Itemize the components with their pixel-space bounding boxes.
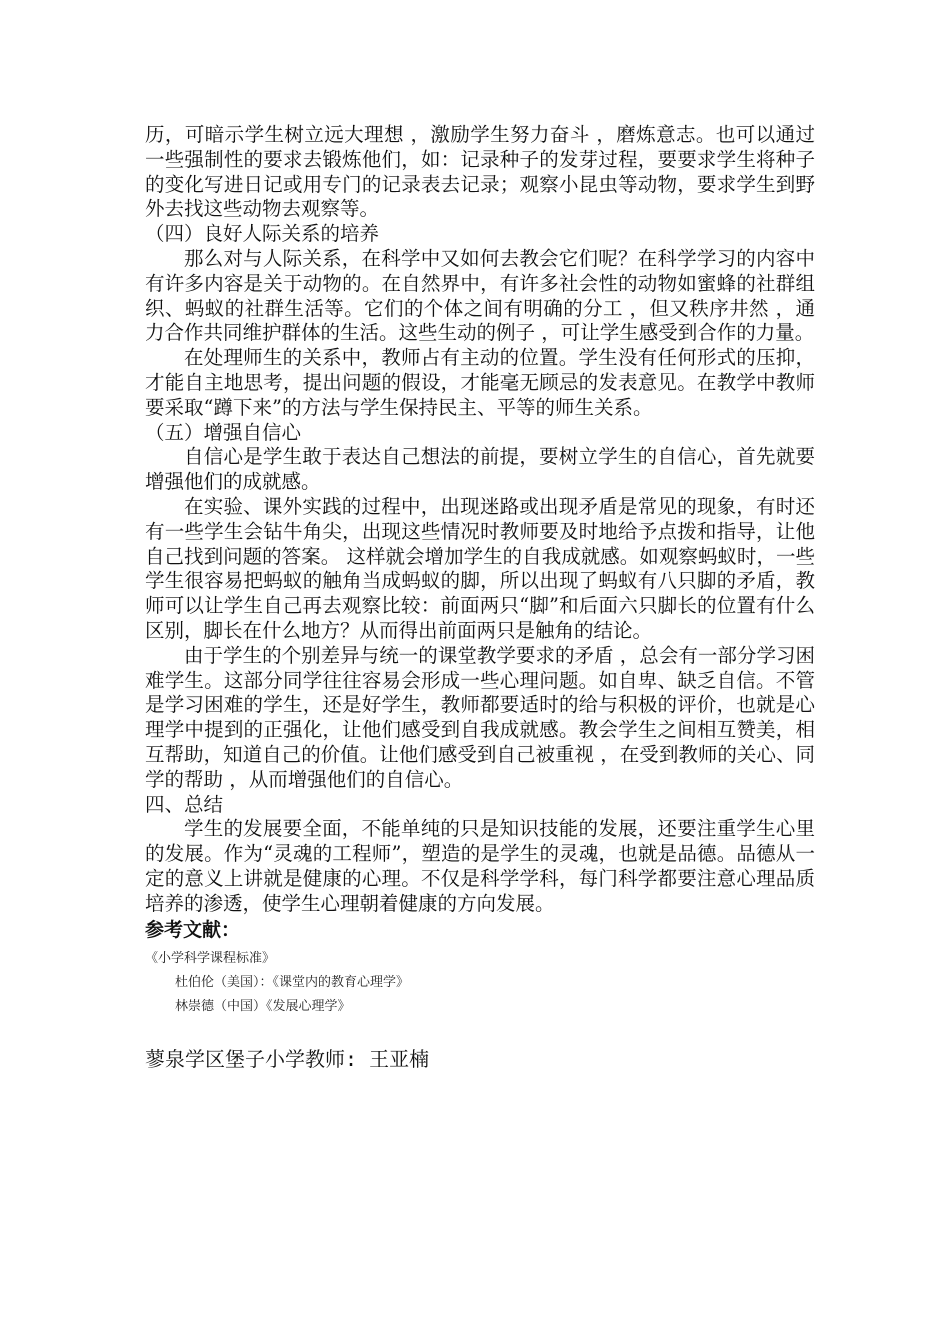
summary-paragraph: 学生的发展要全面，不能单纯的只是知识技能的发展，还要注重学生心里的发展。作为“灵魂的工程师”，塑造的是学生的灵魂，也就是品德。品德从一定的意义上讲就是健康的心理。不仅是科学学科，每门科学都要注意心理品质培养的渗透，使学生心理朝着健康的方向发展。 — [145, 817, 815, 915]
section-heading-confidence: （五）增强自信心 — [145, 420, 302, 444]
reference-item: 《小学科学课程标准》 — [145, 950, 276, 966]
references-title: 参考文献： — [145, 918, 241, 941]
paragraph: 自信心是学生敢于表达自己想法的前提，要树立学生的自信心，首先就要增强他们的成就感。 — [145, 445, 815, 494]
paragraph: 由于学生的个别差异与统一的课堂教学要求的矛盾 ，总会有一部分学习困难学生。这部分同学往往容易会形成一些心理问题。如自卑、缺乏自信。不管是学习困难的学生，还是好学生，教师都要适时的给与积极的评价，也就是心理学中提到的正强化，让他们感受到自我成就感。教会学生之间相互赞美，相互帮助，知道自己的价值。让他们感受到自己被重视 ，在受到教师的关心、同学的帮助 ，从而增强他们的自信心。 — [145, 643, 815, 791]
author-line: 蓼泉学区堡子小学教师: 王亚楠 — [145, 1046, 430, 1071]
paragraph: 那么对与人际关系，在科学中又如何去教会它们呢？在科学学习的内容中有许多内容是关于动物的。在自然界中，有许多社会性的动物如蜜蜂的社群组织、蚂蚁的社群生活等。它们的个体之间有明确的分工 ，但又秩序井然 ，通力合作共同维护群体的生活。这些生动的例子 ，可让学生感受到合作的力量。 — [145, 246, 815, 345]
section-heading-summary: 四、总结 — [145, 792, 224, 816]
reference-item: 林崇德（中国）《发展心理学》 — [175, 998, 351, 1014]
intro-paragraph: 历，可暗示学生树立远大理想 ，激励学生努力奋斗 ，磨炼意志。也可以通过一些强制性的要求去锻炼他们，如：记录种子的发芽过程，要要求学生将种子的变化写进日记或用专门的记录表去记录；观察小昆虫等动物，要求学生到野外去找这些动物去观察等。 — [145, 123, 815, 221]
paragraph: 在实验、课外实践的过程中，出现迷路或出现矛盾是常见的现象，有时还有一些学生会钻牛角尖，出现这些情况时教师要及时地给予点拨和指导，让他自己找到问题的答案。 这样就会增加学生的自我成就感。如观察蚂蚁时，一些学生很容易把蚂蚁的触角当成蚂蚁的脚，所以出现了蚂蚁有八只脚的矛盾，教师可以让学生自己再去观察比较：前面两只“脚”和后面六只脚长的位置有什么区别，脚长在什么地方？从而得出前面两只是触角的结论。 — [145, 494, 815, 642]
document-body — [145, 123, 815, 1073]
section-heading-relationships: （四）良好人际关系的培养 — [145, 222, 380, 246]
references-list — [145, 947, 815, 1019]
reference-item: 杜伯伦（美国）：《课堂内的教育心理学》 — [175, 974, 410, 990]
paragraph: 在处理师生的关系中，教师占有主动的位置。学生没有任何形式的压抑，才能自主地思考，提出问题的假设，才能毫无顾忌的发表意见。在教学中教师要采取“蹲下来”的方法与学生保持民主、平等的师生关系。 — [145, 346, 815, 419]
